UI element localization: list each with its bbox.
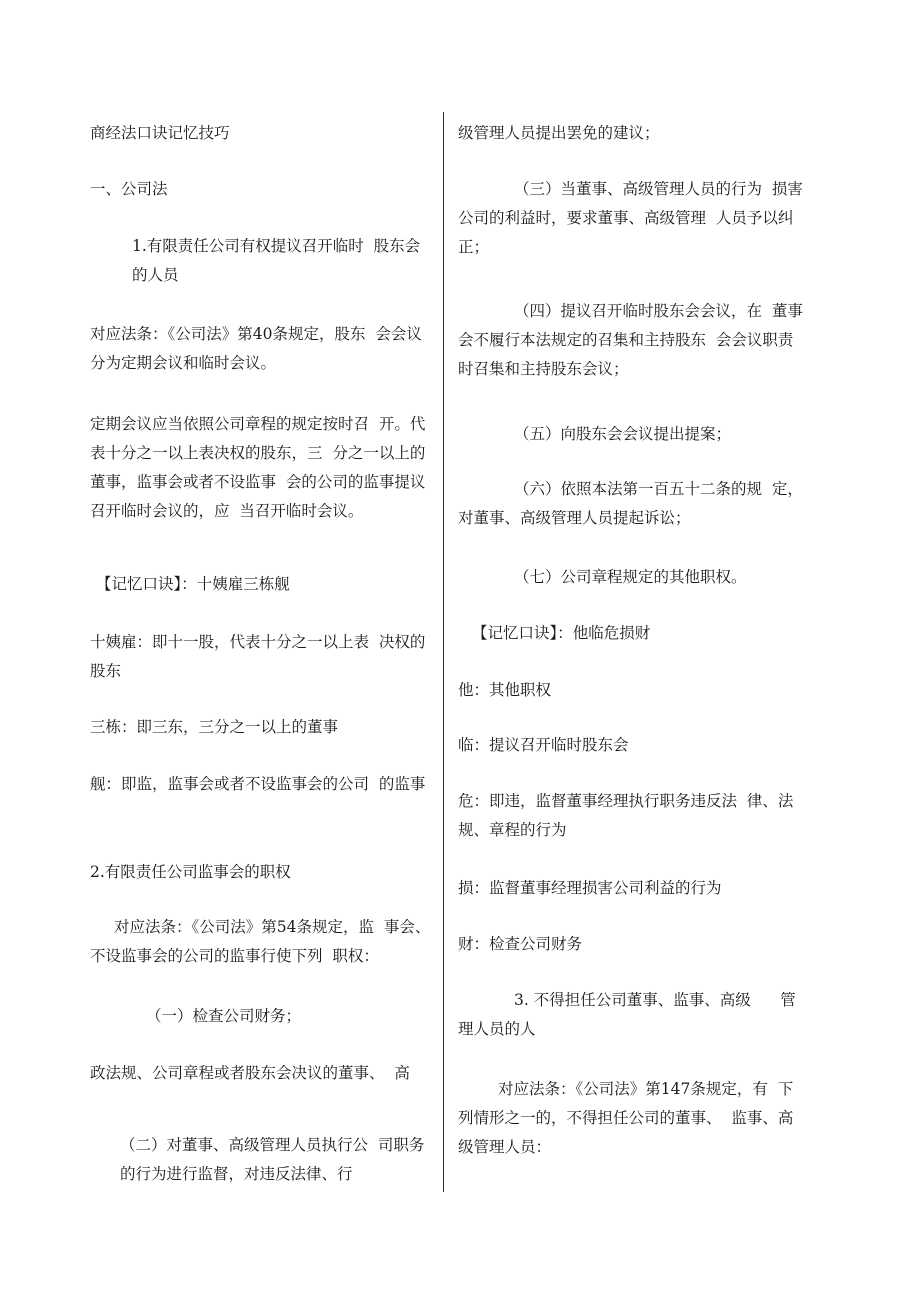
power-1: （一）检查公司财务； [146, 1007, 302, 1025]
item-1-title: 1.有限责任公司有权提议召开临时 股东会的人员 [132, 237, 421, 284]
column-divider [443, 112, 444, 1192]
mnemonic-heading-2: 【记忆口诀】：他临危损财 [472, 624, 651, 642]
power-3: （三）当董事、高级管理人员的行为 损害公司的利益时，要求董事、高级管理 人员予以纠正； [458, 180, 803, 256]
power-5: （五）向股东会会议提出提案； [514, 425, 732, 443]
item-3-title: 3. 不得担任公司董事、监事、高级 管理人员的人 [458, 991, 796, 1038]
mnemonic-heading-1: 【记忆口诀】：十姨雇三栋舰 [96, 575, 290, 593]
mnemonic-1-line-3: 舰：即监，监事会或者不设监事会的公司 的监事 [90, 775, 426, 793]
document-title: 商经法口诀记忆技巧 [90, 124, 230, 142]
power-7: （七）公司章程规定的其他职权。 [514, 568, 747, 586]
power-fragment: 政法规、公司章程或者股东会决议的董事、 高 [90, 1064, 410, 1082]
mnemonic-2-line-4: 损：监督董事经理损害公司利益的行为 [458, 879, 722, 897]
mnemonic-2-line-1: 他：其他职权 [458, 681, 552, 699]
mnemonic-2-line-5: 财：检查公司财务 [458, 935, 583, 953]
power-2: （二）对董事、高级管理人员执行公 司职务的行为进行监督，对违反法律、行 [120, 1136, 425, 1183]
power-2-continued: 级管理人员提出罢免的建议； [458, 124, 660, 142]
article-40-text: 定期会议应当依照公司章程的规定按时召 开。代表十分之一以上表决权的股东，三 分之一以上的董事，监事会或者不设监事 会的公司的监事提议召开临时会议的，应 当召开临时会议。 [90, 415, 426, 520]
mnemonic-2-line-3: 危：即违，监督董事经理执行职务违反法 律、法规、章程的行为 [458, 792, 794, 839]
mnemonic-2-line-2: 临：提议召开临时股东会 [458, 736, 629, 754]
power-6: （六）依照本法第一百五十二条的规 定，对董事、高级管理人员提起诉讼； [458, 480, 803, 527]
article-54-intro: 对应法条：《公司法》第54条规定，监 事会、不设监事会的公司的监事行使下列 职权： [90, 918, 431, 965]
article-147: 对应法条：《公司法》第147条规定，有 下列情形之一的，不得担任公司的董事、 监事、高级管理人员： [458, 1080, 794, 1156]
mnemonic-1-line-2: 三栋：即三东，三分之一以上的董事 [90, 718, 339, 736]
article-40-intro: 对应法条：《公司法》第40条规定，股东 会会议分为定期会议和临时会议。 [90, 325, 422, 372]
item-2-title: 2.有限责任公司监事会的职权 [90, 863, 291, 881]
mnemonic-1-line-1: 十姨雇：即十一股，代表十分之一以上表 决权的股东 [90, 633, 426, 680]
power-4: （四）提议召开临时股东会会议，在 董事会不履行本法规定的召集和主持股东 会会议职责时召集和主持股东会议； [458, 302, 803, 378]
section-heading-company-law: 一、公司法 [90, 180, 168, 198]
